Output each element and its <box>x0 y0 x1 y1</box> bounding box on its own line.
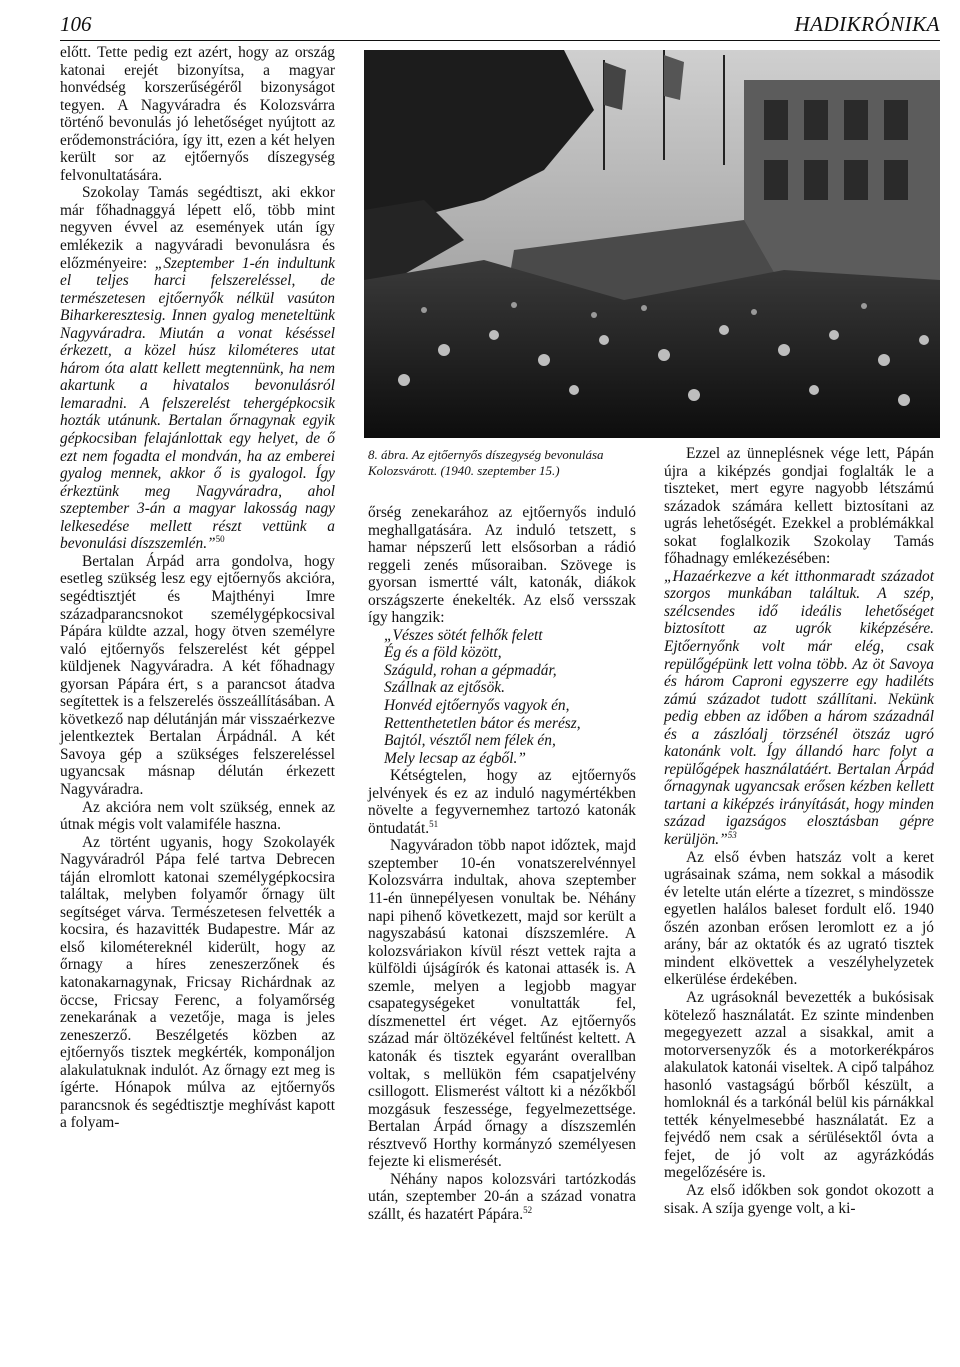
paragraph: Bertalan Árpád arra gondolva, hogy esetleg szükség lesz egy ejtőernyős akcióra, segédtisztjét és Majthényi Imre századparancsnokot személygépkocsival Pápára küldte azzal, hogy ötven személyre való ejtőernyős felszerelést két géppel küldjenek Nagyváradra. A két főhadnagy gyorsan Pápára ért, s a parancsot átadva segítettek is a felszerelés összeállításában. A következő nap délutánján már visszaérkezve jelentkeztek Bertalan Árpádnál. A két Savoya gép a szükséges felszereléssel ugyancsak másnap délután érkezett Nagyváradra. <box>60 552 335 798</box>
paragraph-text: Szokolay Tamás segédtiszt, aki ekkor már főhadnaggyá lépett elő, több mint negyven évvel az események után így emlékezik a nagyváradi bevonulásra és előzményeire: <box>60 184 335 272</box>
page-header <box>60 10 940 40</box>
footnote-ref: 51 <box>429 818 439 829</box>
footnote-ref: 52 <box>523 1204 533 1215</box>
quote-paragraph <box>664 568 934 849</box>
paragraph: Nagyváradon több napot időztek, majd szeptember 10-én vonatszerelvénnyel Kolozsvárra indultak, ahova szeptember 11-én ünnepélyesen vonultak be. Néhány napi pihenő következett, majd sor került a nagyszabású katonai díszszemlére. A kolozsváriakon kívül részt vettek rajta a külföldi újságírók és katonai attasék is. A szemle, melyen a legjobb magyar csapategységeket vonultatták fel, díszmenettel ért véget. Az ejtőernyős század már öltözékével feltűnést keltett. A katonák és tisztek egyaránt overallban voltak, s mellükön fém csapatjelvény csillogott. Elismerést váltott ki a nézőkből mozgásuk feszessége, fegyelmezettsége. Bertalan Árpád őrnagy a díszszemlén résztvevő Horthy kormányzó személyesen fejezte ki elismerését. <box>368 837 636 1171</box>
paragraph: Az történt ugyanis, hogy Szokolayék Nagyváradról Pápa felé tartva Debrecen táján elromlott katonai személygépkocsira találtak, melyben folyamőr őrnagy ült segítséget várva. Természetesen felvették a kocsira, és hazavitték Budapestre. Már az első kilométereknél kiderült, hogy az őrnagy a híres zeneszerzőnek és katonakarnagynak, Fricsay Richárdnak az öccse, Fricsay Ferenc, a folyamőrség zenekarának a vezetője, maga is jeles zeneszerző. Beszélgetés közben az ejtőernyős tisztek megkérték, komponáljon alakulatuknak indulót. Az őrnagy ezt meg is ígérte. Hónapok múlva az ejtőernyős parancsnok és segédtisztje meghívást kapott a folyam- <box>60 833 335 1132</box>
footnote-ref: 53 <box>727 829 737 840</box>
paragraph: előtt. Tette pedig ezt azért, hogy az ország katonai erejét bizonyítsa, a magyar honvédség korszerűségéről bizonyságot tegyen. A Nagyváradra és Kolozsvárra történő bevonulás jó lehetőséget nyújtott az erődemonstrációra, így itt, ezen a két helyen került sor az ejtőernyős díszegység felvonultatására. <box>60 44 335 184</box>
anthem-verse <box>384 627 636 767</box>
verse-line: Szállnak az ejtősök. <box>384 679 505 697</box>
verse-line: Ég és a föld között, <box>384 644 502 662</box>
paragraph: őrség zenekarához az ejtőernyős induló meghallgatására. Az induló tetszett, s hamar népszerű lett elsősorban a rádió reggeli zenés műsoraiban. Szövege is gyorsan ismertté vált, katonák, diákok országszerte énekelték. Az első versszak így hangzik: <box>368 504 636 627</box>
paragraph: Az első évben hatszáz volt a keret ugrásainak száma, nem sokkal a második év letelte után elérte a tízezret, s mindössze egyetlen halálos baleset fordult elő. 1940 őszén azonban erősen leromlott ez a jó arány, bár az oktatók és az ugrató tisztek mindent elkövettek a veszélyhelyzetek elkerülése érdekében. <box>664 848 934 989</box>
header-rule <box>60 40 940 41</box>
quote-text: „Szeptember 1-én indultunk el teljes harci felszereléssel, de természetesen ejtőernyők nélkül vasúton Biharkeresztesig. Innen gyalog meneteltünk Nagyváradra. Miután a vonat késéssel érkezett, a közel húsz kilométeres utat három óta alatt kellett megtennünk, ha nem akartunk a hivatalos bevonulásról lemaradni. A felszerelést tehergépkocsik hozták utánunk. Bertalan őrnagynak egyik gépkocsiban felajánlottak egy helyet, de ő ezt nem fogadta el mondván, ha az emberei gyalog mennek, akkor ő is gyalogol. Így érkeztünk meg Nagyváradra, ahol szeptember 3-án a magyar lakosság nagy lelkesedése mellett részt vettünk a bevonulási díszszemlén.” <box>60 254 335 553</box>
middle-column <box>368 504 636 1223</box>
page-number: 106 <box>60 12 92 36</box>
footnote-ref: 50 <box>215 534 225 545</box>
paragraph-text: Kétségtelen, hogy az ejtőernyős jelvények és ez az induló nagymértékben növelte a fegyvernemhez tartozó katonák öntudatát. <box>368 767 636 837</box>
verse-line: „Vészes sötét felhők felett <box>384 626 543 644</box>
left-column <box>60 44 335 1132</box>
verse-line: Honvéd ejtőernyős vagyok én, <box>384 697 570 715</box>
paragraph: Ezzel az ünneplésnek vége lett, Pápán újra a kiképzés gondjai foglalták le a tiszteket, mert egyre nagyobb létszámú századok számára kellett biztosítani az ugrás lehetőségét. Ezekkel a problémákkal sokat foglalkozik Szokolay Tamás főhadnagy emlékezésében: <box>664 445 934 568</box>
parade-photo <box>364 50 940 438</box>
paragraph <box>368 1171 636 1224</box>
quote-text: „Hazaérkezve a két itthonmaradt századot szorgos munkában találtuk. A szép, szélcsendes idő ideális lehetőséget biztosított az ugrók kiképzésére. Ejtőernyőnk volt már elég, csak repülőgépünk lett volna több. Az öt Savoya és három Caproni egyszerre egy hadiléts zámú századot tudott szállítani. Nekünk pedig ebben az időben a három századnál és a zászlóalj törzsénél ötszáz ugró katonánk volt. Így állandó harc folyt a repülőgépek használatáért. Bertalan Árpád őrnagynak ugyancsak erősen kézben kellett tartani a kiképzés irányítását, hogy minden század igazságos elosztásban gépre kerüljön.” <box>664 567 934 849</box>
verse-line: Rettenthetetlen bátor és merész, <box>384 714 581 732</box>
paragraph: Az akcióra nem volt szükség, ennek az útnak mégis volt valamiféle haszna. <box>60 798 335 834</box>
parade-photo-image <box>364 50 940 438</box>
verse-line: Mely lecsap az égből.” <box>384 749 526 767</box>
paragraph <box>60 184 335 552</box>
right-column <box>664 445 934 1217</box>
paragraph <box>368 767 636 837</box>
running-title: HADIKRÓNIKA <box>794 12 940 36</box>
photo-caption: 8. ábra. Az ejtőernyős díszegység bevonulása Kolozsvárott. (1940. szeptember 15.) <box>368 447 604 478</box>
verse-line: Száguld, rohan a gépmadár, <box>384 661 557 679</box>
verse-line: Bajtól, vésztől nem félek én, <box>384 732 556 750</box>
paragraph-text: Néhány napos kolozsvári tartózkodás után, szeptember 20-án a század vonatra szállt, és hazatért Pápára. <box>368 1170 636 1223</box>
paragraph: Az ugrásoknál bevezették a bukósisak kötelező használatát. Ez szinte mindenben megegyezett azzal a sisakkal, amit a motorversenyzők és a motorkerékpáros alakulatok katonái viseltek. A cipő talpához hasonló vastagságú bőrből készült, a homloknál és a tarkónál belül kis párnákkal tették kényelmesebbé használatát. Ez a fejvédő nem csak a sérülésektől óvta a fejet, de jó volt az agyrázkódás megelőzésére is. <box>664 988 934 1182</box>
paragraph: Az első időkben sok gondot okozott a sisak. A szíja gyenge volt, a ki- <box>664 1181 934 1217</box>
